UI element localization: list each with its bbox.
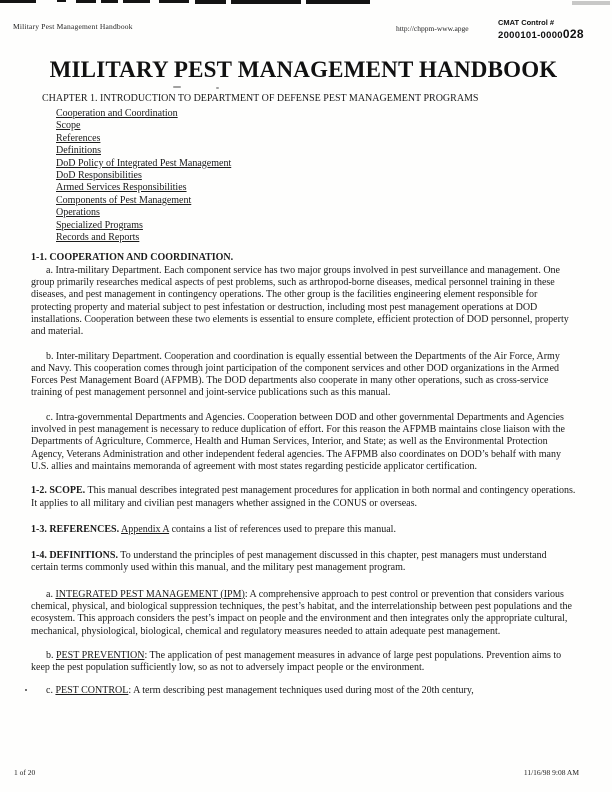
section-1-3-heading: 1-3. REFERENCES. — [31, 523, 120, 535]
definition-ipm-body: : A comprehensive approach to pest control or prevention that considers various chemical, physical, and biological suppression techniques, the pest’s habitat, and the interrelationship between pest populations and the ecosystem. This approach considers the pest’s impact on people and the environment and then integrates only the appropriate cultural, mechanical, physiological, biological, chemical and regulatory measures needed to attain adequate pest management. — [31, 588, 572, 637]
section-1-1-heading: 1-1. COOPERATION AND COORDINATION. — [31, 252, 234, 264]
section-1-2-paragraph — [31, 485, 576, 510]
definition-ipm-lead: a. — [46, 588, 56, 600]
section-1-1-paragraph-c: c. Intra-governmental Departments and Agencies. Cooperation between DOD and other governmental Departments and Agencies involved in pest management is necessary to reduce duplication of effort. For this reason the AFPMB maintains close liaison with the Departments of Agriculture, Commerce, Health and Human Services, Interior, and State; as well as the Environmental Protection Agency, Veterans Administration and other independent federal agencies. The AFPMB also coordinates on DOD’s behalf with many U.S. allies and maintains memoranda of agreement with most states regarding pesticide applicator certification. — [31, 411, 565, 472]
toc-item-definitions[interactable]: Definitions — [56, 145, 101, 157]
toc-item-scope[interactable]: Scope — [56, 120, 81, 132]
cmat-number-suffix: 028 — [562, 27, 584, 41]
definition-pest-control-term: PEST CONTROL — [55, 685, 129, 697]
definition-ipm — [31, 589, 576, 638]
header-doc-title: Military Pest Management Handbook — [13, 22, 133, 31]
definition-ipm-term: INTEGRATED PEST MANAGEMENT (IPM) — [55, 588, 245, 600]
page-title: MILITARY PEST MANAGEMENT HANDBOOK — [49, 57, 558, 82]
toc-item-dod-policy-of-integrated-pest-management[interactable]: DoD Policy of Integrated Pest Management — [56, 157, 232, 169]
toc-item-dod-responsibilities[interactable]: DoD Responsibilities — [56, 170, 142, 182]
section-1-4-body: To understand the principles of pest management discussed in this chapter, pest managers must understand certain terms commonly used within this manual, and the military pest management program. — [31, 550, 547, 574]
definition-pest-prevention-term: PEST PREVENTION — [56, 649, 145, 661]
toc-item-references[interactable]: References — [56, 132, 101, 144]
section-1-3-body: contains a list of references used to prepare this manual. — [169, 523, 396, 535]
toc-item-operations[interactable]: Operations — [56, 207, 100, 219]
toc-item-armed-services-responsibilities[interactable]: Armed Services Responsibilities — [56, 182, 187, 194]
definition-pest-control-lead: c. — [46, 685, 56, 697]
definition-pest-prevention-body: : The application of pest management measures in advance of large pest populations. Prevention aims to keep the pest population sufficiently low, so as not to adversely impact people or the environment. — [31, 649, 562, 674]
cmat-number-prefix: 2000101-0000 — [498, 30, 563, 41]
toc-item-components-of-pest-management[interactable]: Components of Pest Management — [56, 194, 192, 206]
document-body — [31, 0, 576, 698]
section-1-4-heading: 1-4. DEFINITIONS. — [31, 550, 118, 562]
section-1-2-body: This manual describes integrated pest management procedures for application in both normal and contingency operations. It applies to all military and civilian pest managers whether assigned in the CONUS or overseas. — [31, 485, 576, 509]
section-1-3-paragraph — [31, 524, 576, 536]
toc-item-cooperation-and-coordination[interactable]: Cooperation and Coordination — [56, 108, 178, 119]
footer-timestamp: 11/16/98 9:08 AM — [523, 768, 579, 777]
definition-pest-prevention — [31, 650, 576, 675]
header-url: http://chppm-www.apge — [396, 24, 469, 33]
appendix-a-link[interactable]: Appendix A — [121, 523, 170, 535]
cmat-control-label: CMAT Control # — [498, 18, 555, 27]
toc — [56, 108, 576, 244]
definition-pest-control-body: : A term describing pest management techniques used during most of the 20th century, — [128, 685, 474, 697]
toc-item-records-and-reports[interactable]: Records and Reports — [56, 232, 140, 244]
section-1-4-paragraph — [31, 550, 576, 575]
section-1-1-paragraph-b: b. Inter-military Department. Cooperation and coordination is equally essential between the Departments of the Air Force, Army and Navy. This cooperation comes through joint participation of the component services and other DOD organizations in the Armed Forces Pest Management Board (AFPMB). The DOD departments also cooperate in many other operations, such as cross-service training of pest management personnel and joint-service publications such as this manual. — [31, 350, 560, 399]
section-1-1-paragraph-a: a. Intra-military Department. Each component service has two major groups involved in pest surveillance and management. One group primarily researches medical aspects of pest problems, such as arthropod-borne diseases, medical personnel training in these diseases, and pest management in contingency operations. The other group is the facilities engineering element responsible for protecting property and material subject to pest infestation or destruction, including most pest management operations at DOD installations. Cooperation between these two elements is essential to ensure complete, efficient protection of DOD personnel, property and material. — [31, 264, 569, 338]
section-1-2-heading: 1-2. SCOPE. — [31, 485, 86, 497]
definition-pest-control — [31, 685, 576, 697]
toc-item-specialized-programs[interactable]: Specialized Programs — [56, 219, 143, 231]
definition-pest-prevention-lead: b. — [46, 649, 56, 661]
chapter-heading: CHAPTER 1. INTRODUCTION TO DEPARTMENT OF DEFENSE PEST MANAGEMENT PROGRAMS — [42, 93, 479, 104]
footer-page-indicator: 1 of 20 — [14, 768, 36, 777]
scan-speck — [25, 689, 27, 691]
